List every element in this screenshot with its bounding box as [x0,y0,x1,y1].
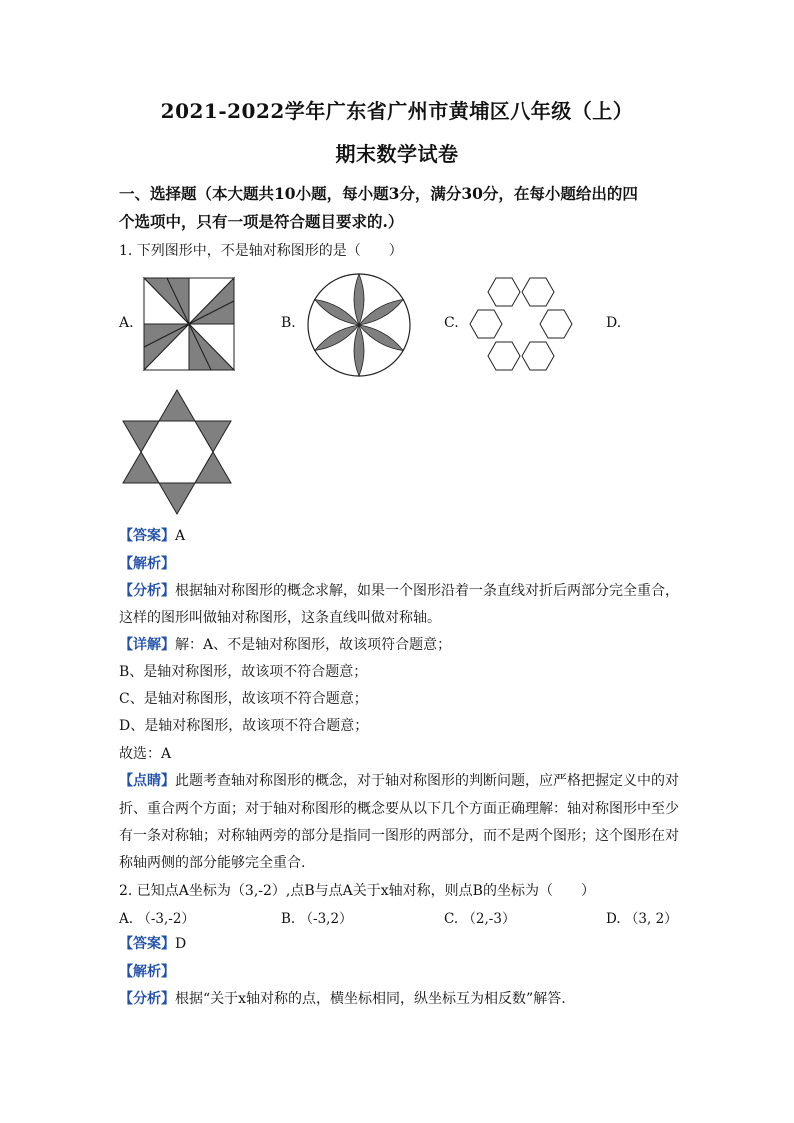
q2-fenxi-text-1: 根据“关于x轴对称的点，横坐标相同，纵坐标互为相反数”解答. [175,991,566,1007]
q1-choose-line: 故选：A [119,746,172,762]
title-line-2: 期末数学试卷 [335,142,459,166]
q1-dianjing-line-3: 有一条对称轴；对称轴两旁的部分是指同一图形的两部分，而不是两个图形；这个图形在对 [119,828,679,844]
q1-dianjing-line-1 [119,770,679,790]
q1-dianjing-tag: 【点睛】 [119,773,175,789]
q1-answer-tag: 【答案】 [119,528,175,544]
q2-answer-tag: 【答案】 [119,936,175,952]
q1-fenxi-line-2: 这样的图形叫做轴对称图形，这条直线叫做对称轴。 [119,610,441,626]
q1-dianjing-text-1: 此题考查轴对称图形的概念，对于轴对称图形的判断问题，应严格把握定义中的对 [175,773,679,789]
q1-fenxi-line-1 [119,580,679,600]
q1-fenxi-text-1: 根据轴对称图形的概念求解，如果一个图形沿着一条直线对折后两部分完全重合， [175,583,679,599]
q1-analysis-line [119,553,175,573]
q1-answer-value: A [175,528,186,544]
figure-b-flower-circle [306,272,412,378]
q1-option-b-label: B. [281,315,296,331]
figure-a-pinwheel [144,278,234,370]
q2-analysis-line [119,961,175,981]
q1-dianjing-line-4: 称轴两侧的部分能够完全重合. [119,855,306,871]
q2-answer-line [119,933,186,953]
q2-option-c: C. （2,-3） [444,911,516,927]
q2-analysis-tag: 【解析】 [119,964,175,980]
q1-xiangjie-line-1 [119,634,451,654]
question-2-stem: 2. 已知点A坐标为（3,-2）,点B与点A关于x轴对称，则点B的坐标为（ ） [119,883,595,899]
q2-option-b: B. （-3,2） [281,911,353,927]
q1-option-c-label: C. [444,315,459,331]
q1-fenxi-tag: 【分析】 [119,583,175,599]
q2-option-d: D. （3, 2） [606,911,678,927]
section-heading-line-2: 个选项中，只有一项是符合题目要求的.） [119,212,404,231]
figure-c-hexagon-ring [468,276,574,372]
q1-line-b: B、是轴对称图形，故该项不符合题意； [119,664,368,680]
q2-answer-value: D [175,936,187,952]
q1-analysis-tag: 【解析】 [119,556,175,572]
q2-option-a: A. （-3,-2） [119,911,195,927]
title-line-1: 2021-2022学年广东省广州市黄埔区八年级（上） [160,99,634,123]
figure-d-hexagram [122,390,232,514]
q1-line-d: D、是轴对称图形，故该项不符合题意； [119,718,369,734]
q1-dianjing-line-2: 折、重合两个方面；对于轴对称图形的概念要从以下几个方面正确理解：轴对称图形中至少 [119,801,679,817]
q2-fenxi-tag: 【分析】 [119,991,175,1007]
q1-answer-line [119,525,185,545]
q1-xiangjie-tag: 【详解】 [119,637,175,653]
q1-line-c: C、是轴对称图形，故该项不符合题意； [119,691,368,707]
q2-fenxi-line-1 [119,988,566,1008]
q1-option-d-label: D. [606,315,622,331]
q1-option-a-label: A. [119,315,134,331]
question-1-stem: 1. 下列图形中，不是轴对称图形的是（ ） [119,243,403,259]
section-heading-line-1: 一、选择题（本大题共10小题，每小题3分，满分30分，在每小题给出的四 [119,184,638,203]
q1-xiangjie-text-1: 解：A、不是轴对称图形，故该项符合题意； [175,637,452,653]
